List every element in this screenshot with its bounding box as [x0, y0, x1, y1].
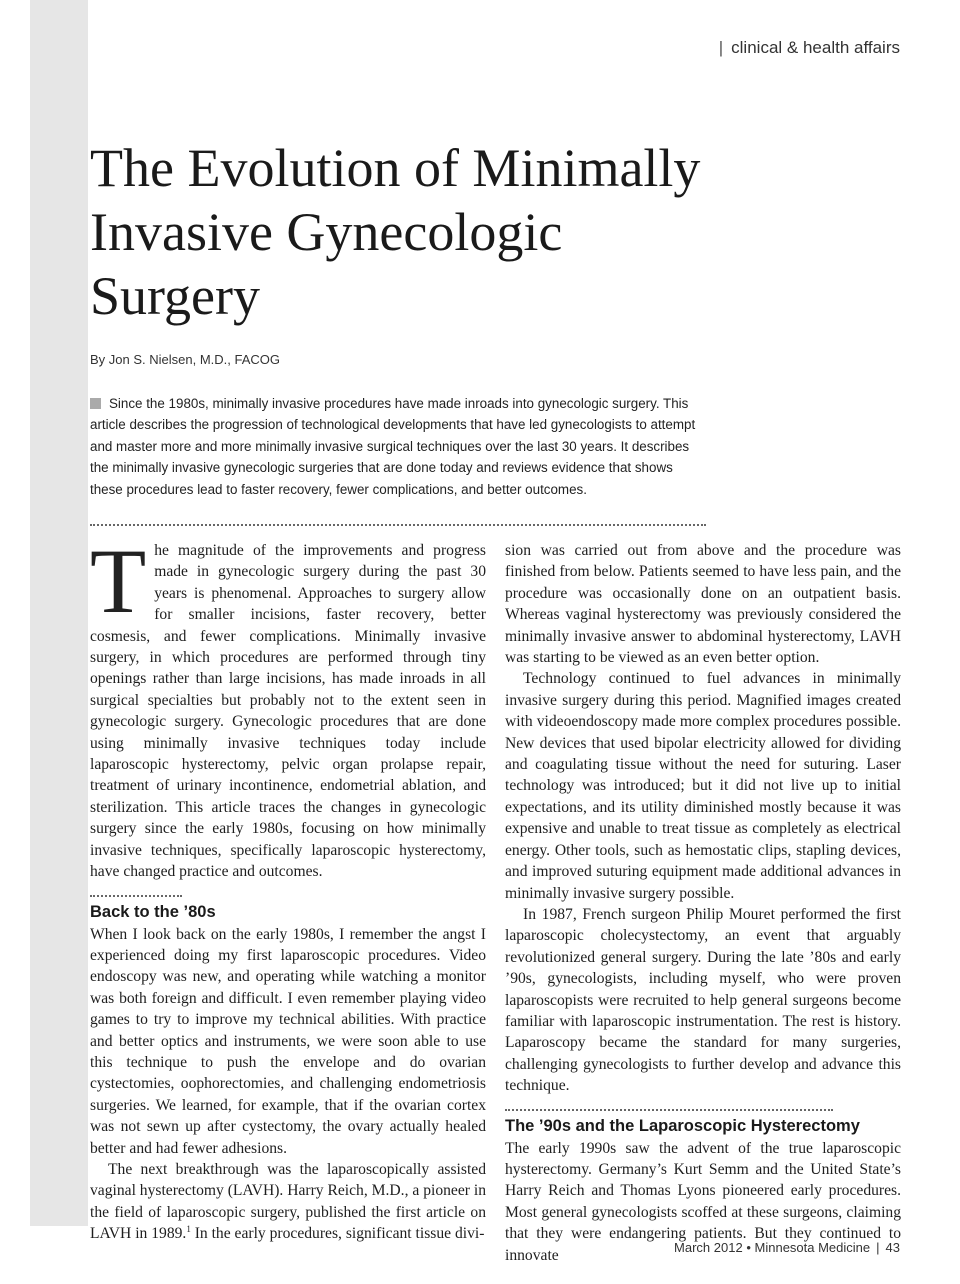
abstract-text: Since the 1980s, minimally invasive procedures have made inroads into gynecologic surgery. This article describes the progression of technological developments that have led gynecologists to attempt and master more and more minimally invasive surgical techniques over the last 30 years. It describes the minimally invasive gynecologic surgeries that are done today and reviews evidence that shows these procedures lead to faster recovery, fewer complications, and better outcomes. — [90, 396, 696, 497]
journal-name: Minnesota Medicine — [754, 1240, 871, 1255]
right-column — [505, 540, 901, 1266]
section-header — [719, 38, 900, 58]
section-heading-90s: The ’90s and the Laparoscopic Hysterectomy — [505, 1116, 860, 1135]
abstract-square-icon — [90, 398, 101, 409]
page-footer — [674, 1240, 900, 1255]
page-number: 43 — [885, 1240, 900, 1255]
body-paragraph: In 1987, French surgeon Philip Mouret performed the first laparoscopic cholecystectomy, an event that arguably revolutionized general surgery. During the late ’80s and early ’90s, gynecologists, including myself, who were proven laparoscopists were recruited to help general surgeons become familiar with laparoscopic instrumentation. The rest is history. Laparoscopy became the standard for many surgeries, challenging gynecologists to further develop and advance this technique. — [505, 905, 901, 1095]
page-margin-bar — [30, 0, 88, 1226]
abstract — [90, 393, 706, 500]
abstract-divider — [90, 524, 706, 526]
issue-date: March 2012 — [674, 1240, 743, 1255]
body-paragraph — [90, 1159, 486, 1245]
article-title: The Evolution of Minimally Invasive Gynecologic Surgery — [90, 138, 701, 326]
byline: By Jon S. Nielsen, M.D., FACOG — [90, 352, 280, 367]
intro-text: he magnitude of the improvements and progress made in gynecologic surgery during the past 30 years is phenomenal. Approaches to surgery allow for smaller incisions, faster recovery, better cosmesis, and fewer complications. Minimally invasive surgery, in which procedures are performed through tiny openings rather than large incisions, has made inroads in all surgical specialties but probably not to the extent seen in gynecologic surgery. Gynecologic procedures that are done using minimally invasive techniques today include laparoscopic hysterectomy, pelvic organ prolapse repair, treatment of urinary incontinence, endometrial ablation, and sterilization. This article traces the changes in gynecologic surgery since the early 1980s, focusing on how minimally invasive techniques, specifically laparoscopic hysterectomy, have changed practice and outcomes. — [90, 542, 486, 881]
reference-number: 1 — [186, 1224, 191, 1234]
section-heading-80s: Back to the ’80s — [90, 902, 216, 921]
footer-pipe: | — [876, 1240, 880, 1255]
body-paragraph: When I look back on the early 1980s, I remember the angst I experienced doing my first laparoscopic procedures. Video endoscopy was new, and operating while watching a monitor was both foreign and difficult. I even remember playing video games to try to improve my technical abilities. With practice and better optics and instruments, we were soon able to use this technique to push the envelope and do ovarian cystectomies, oophorectomies, and challenging endometriosis surgeries. We learned, for example, that if the ovarian cortex was not sewn up after cystectomy, the ovary actually healed better and had fewer adhesions. — [90, 925, 486, 1157]
paragraph-text: The next breakthrough was the laparoscopically assisted vaginal hysterectomy (LAVH). Harry Reich, M.D., a pioneer in the field of laparoscopic surgery, published the first article on LAVH in 1989. — [90, 1160, 486, 1243]
paragraph-text: In the early procedures, significant tissue divi- — [190, 1225, 485, 1243]
body-paragraph: sion was carried out from above and the procedure was finished from below. Patients seemed to have less pain, and the procedure was occasionally done on an outpatient basis. Whereas vaginal hysterectomy was previously considered the minimally invasive answer to abdominal hysterectomy, LAVH was starting to be viewed as an even better option. — [505, 542, 901, 667]
header-pipe: | — [718, 38, 724, 57]
section-divider — [505, 1109, 833, 1111]
left-column — [90, 530, 486, 1245]
footer-bullet: • — [746, 1240, 751, 1255]
section-label: clinical & health affairs — [731, 38, 900, 57]
body-paragraph: The early 1990s saw the advent of the true laparoscopic hysterectomy. Germany’s Kurt Semm and the United State’s Harry Reich and Thomas Lyons pioneered early procedures. Most general gynecologists scoffed at these surgeons, claiming that they were endangering patients. But they continued to innovate — [505, 1139, 901, 1264]
body-paragraph: Technology continued to fuel advances in minimally invasive surgery during this period. Magnified images created with videoendoscopy made more complex procedures possible. New devices that used bipolar electricity allowed for dividing and coagulating tissue without the need for suturing. Laser technology was introduced; but it did not live up to initial expectations, and its utility diminished mostly because it was expensive and unable to treat tissue as completely as electrical energy. Other tools, such as hemostatic clips, stapling devices, and improved suturing equipment made additional advances in minimally invasive surgery possible. — [505, 670, 901, 902]
section-divider — [90, 895, 182, 897]
intro-paragraph — [90, 530, 486, 883]
drop-cap: T — [90, 530, 147, 632]
